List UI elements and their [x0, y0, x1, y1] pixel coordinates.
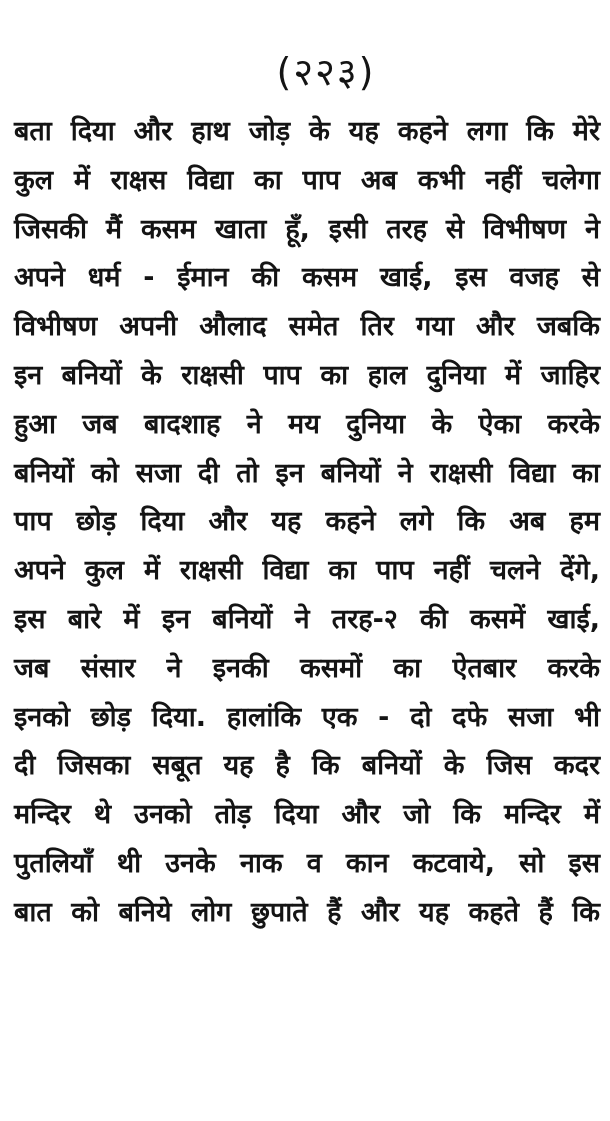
- text-line: इस बारे में इन बनियों ने तरह-२ की कसमें खाई,: [14, 603, 600, 635]
- page-number: (२२३): [276, 50, 376, 94]
- text-line: अपने धर्म - ईमान की कसम खाई, इस वजह से: [14, 262, 600, 294]
- text-line: बनियों को सजा दी तो इन बनियों ने राक्षसी विद्या का: [14, 457, 600, 489]
- body-paragraph: [14, 108, 600, 938]
- text-line: बता दिया और हाथ जोड़ के यह कहने लगा कि मेरे: [14, 116, 600, 147]
- text-line: पुतलियाँ थी उनके नाक व कान कटवाये, सो इस: [14, 847, 600, 879]
- text-line: अपने कुल में राक्षसी विद्या का पाप नहीं चलने देंगे,: [14, 555, 600, 587]
- text-line: हुआ जब बादशाह ने मय दुनिया के ऐका करके: [14, 408, 600, 440]
- text-line: बात को बनिये लोग छुपाते हैं और यह कहते हैं कि: [14, 896, 600, 928]
- text-line: मन्दिर थे उनको तोड़ दिया और जो कि मन्दिर में: [14, 799, 600, 831]
- text-line: पाप छोड़ दिया और यह कहने लगे कि अब हम: [14, 506, 600, 538]
- text-line: जब संसार ने इनकी कसमों का ऐतबार करके: [14, 652, 600, 684]
- text-line: इन बनियों के राक्षसी पाप का हाल दुनिया में जाहिर: [14, 359, 600, 391]
- text-line: विभीषण अपनी औलाद समेत तिर गया और जबकि: [14, 311, 600, 343]
- text-line: जिसकी मैं कसम खाता हूँ, इसी तरह से विभीषण ने: [14, 213, 600, 245]
- text-line: कुल में राक्षस विद्या का पाप अब कभी नहीं चलेगा: [14, 164, 600, 196]
- text-line: दी जिसका सबूत यह है कि बनियों के जिस कदर: [14, 750, 600, 782]
- text-line: इनको छोड़ दिया. हालांकि एक - दो दफे सजा भी: [14, 701, 600, 733]
